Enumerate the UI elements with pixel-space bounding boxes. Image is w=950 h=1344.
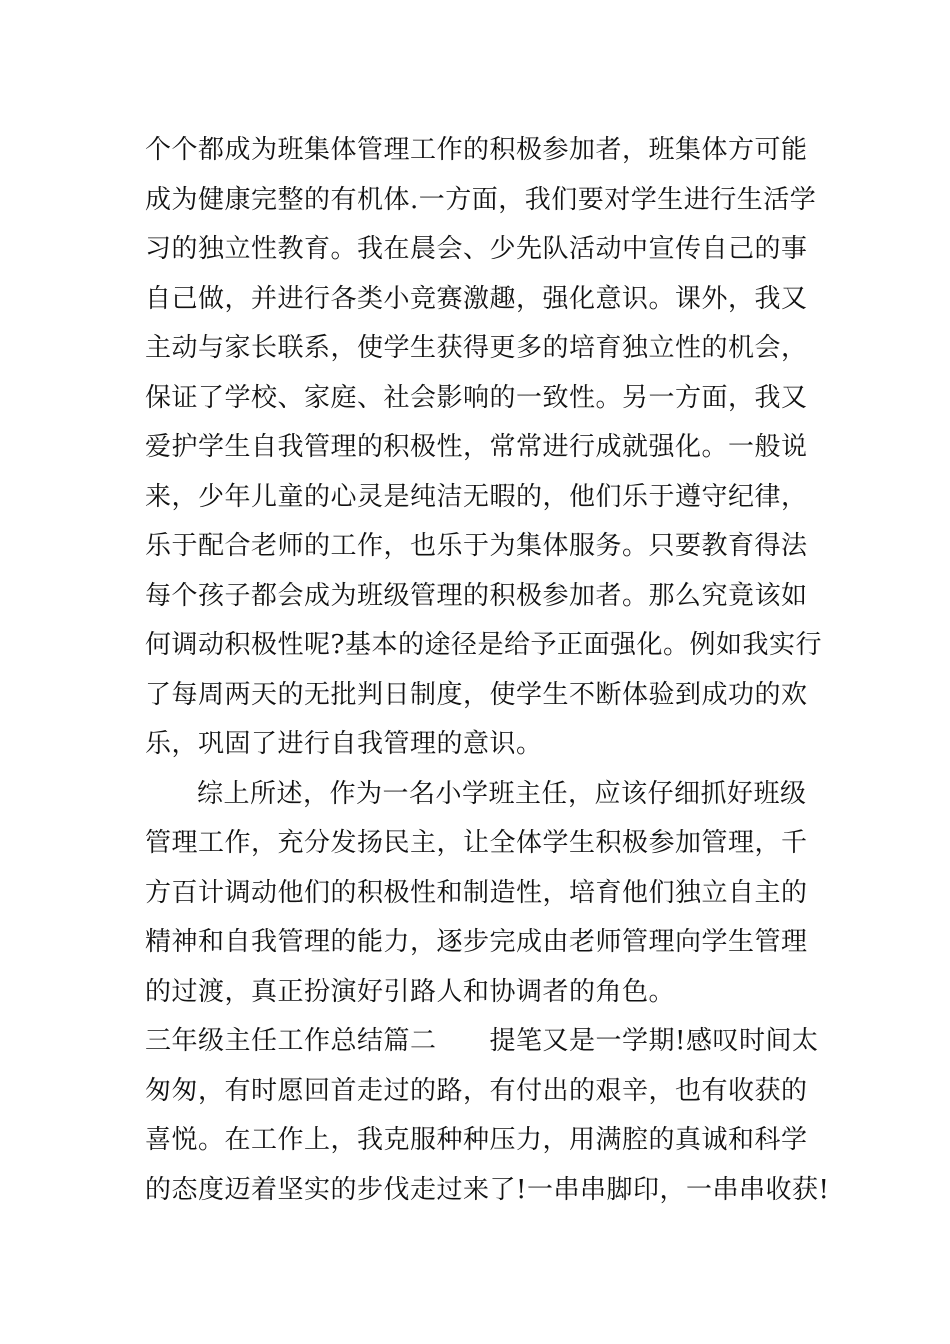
text-line: 乐于配合老师的工作，也乐于为集体服务。只要教育得法 [145, 531, 808, 561]
text-line: 自己做，并进行各类小竞赛激趣，强化意识。课外，我又 [145, 283, 808, 314]
text-line: 的态度迈着坚实的步伐走过来了!一串串脚印，一串串收获! [145, 1174, 830, 1205]
text-line: 保证了学校、家庭、社会影响的一致性。另一方面，我又 [145, 382, 808, 413]
body-text [145, 126, 830, 1215]
text-line: 精神和自我管理的能力，逐步完成由老师管理向学生管理 [145, 927, 808, 957]
text-line: 主动与家长联系，使学生获得更多的培育独立性的机会， [145, 333, 808, 363]
text-line: 爱护学生自我管理的积极性，常常进行成就强化。一般说 [145, 432, 808, 462]
text-line: 的过渡，真正扮演好引路人和协调者的角色。 [145, 976, 676, 1007]
text-line: 了每周两天的无批判日制度，使学生不断体验到成功的欢 [145, 679, 808, 710]
section-heading-line: 三年级主任工作总结篇二 提笔又是一学期!感叹时间太 [145, 1026, 819, 1056]
text-line: 习的独立性教育。我在晨会、少先队活动中宣传自己的事 [145, 234, 808, 264]
text-line: 喜悦。在工作上，我克服种种压力，用满腔的真诚和科学 [145, 1125, 808, 1155]
text-line: 来，少年儿童的心灵是纯洁无暇的，他们乐于遵守纪律， [145, 481, 808, 512]
text-line: 成为健康完整的有机体.一方面，我们要对学生进行生活学 [145, 184, 817, 215]
text-line: 管理工作，充分发扬民主，让全体学生积极参加管理，千 [145, 828, 808, 858]
text-line: 何调动积极性呢?基本的途径是给予正面强化。例如我实行 [145, 630, 822, 660]
text-line: 每个孩子都会成为班级管理的积极参加者。那么究竟该如 [145, 580, 808, 611]
text-line: 个个都成为班集体管理工作的积极参加者，班集体方可能 [145, 135, 808, 165]
text-line: 匆匆，有时愿回首走过的路，有付出的艰辛，也有收获的 [145, 1075, 808, 1106]
text-line: 乐，巩固了进行自我管理的意识。 [145, 729, 543, 759]
text-line: 方百计调动他们的积极性和制造性，培育他们独立自主的 [145, 877, 808, 908]
paragraph-start-line: 综上所述，作为一名小学班主任，应该仔细抓好班级 [197, 778, 807, 809]
